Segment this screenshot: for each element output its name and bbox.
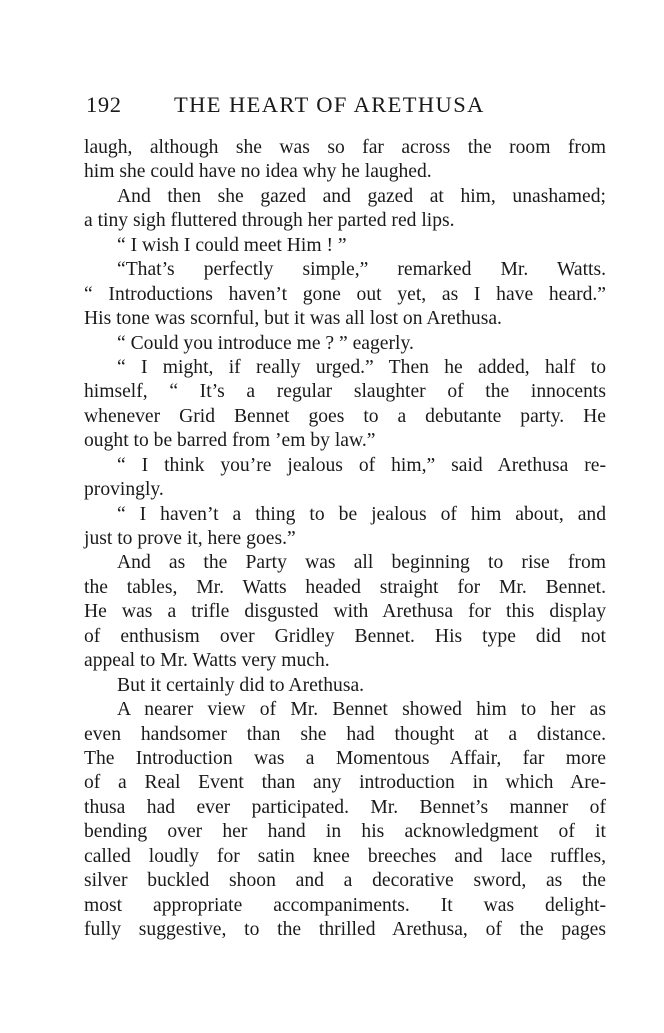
text-line: The Introduction was a Momentous Affair, far more	[84, 747, 606, 769]
text-line: of a Real Event than any introduction in which Are-	[84, 772, 606, 794]
text-line: And then she gazed and gazed at him, unashamed;	[117, 185, 606, 207]
text-line: just to prove it, here goes.”	[84, 528, 296, 549]
page-header	[86, 92, 606, 122]
text-line: appeal to Mr. Watts very much.	[84, 650, 330, 672]
text-line: “ I wish I could meet Him ! ”	[117, 234, 347, 256]
text-line: him she could have no idea why he laughed.	[84, 161, 432, 183]
text-line: the tables, Mr. Watts headed straight for Mr. Bennet.	[84, 576, 606, 598]
text-line: fully suggestive, to the thrilled Arethusa, of the pages	[84, 919, 606, 940]
text-line: A nearer view of Mr. Bennet showed him to her as	[117, 699, 606, 721]
text-line: whenever Grid Bennet goes to a debutante party. He	[84, 405, 606, 427]
text-line: “ Introductions haven’t gone out yet, as I have heard.”	[84, 283, 606, 305]
page-number: 192	[86, 92, 122, 117]
running-title: THE HEART OF ARETHUSA	[174, 92, 485, 117]
text-line: “ I might, if really urged.” Then he added, half to	[117, 356, 606, 378]
text-line: ought to be barred from ’em by law.”	[84, 430, 376, 452]
text-line: “ I think you’re jealous of him,” said Arethusa re-	[117, 454, 606, 476]
text-line: And as the Party was all beginning to rise from	[117, 552, 606, 574]
text-line: But it certainly did to Arethusa.	[117, 674, 365, 696]
text-line: a tiny sigh fluttered through her parted red lips.	[84, 210, 455, 232]
text-line: His tone was scornful, but it was all lost on Arethusa.	[84, 308, 502, 330]
text-line: “ I haven’t a thing to be jealous of him about, and	[117, 503, 606, 525]
text-line: thusa had ever participated. Mr. Bennet’s manner of	[84, 796, 606, 818]
text-line: himself, “ It’s a regular slaughter of the innocents	[84, 381, 606, 403]
text-line: even handsomer than she had thought at a distance.	[84, 723, 606, 745]
text-line: silver buckled shoon and a decorative sword, as the	[84, 870, 606, 892]
text-line: of enthusism over Gridley Bennet. His type did not	[84, 625, 606, 647]
text-line: bending over her hand in his acknowledgment of it	[84, 821, 606, 843]
text-line: most appropriate accompaniments. It was delight-	[84, 894, 606, 916]
text-line: “That’s perfectly simple,” remarked Mr. Watts.	[117, 259, 606, 281]
text-line: “ Could you introduce me ? ” eagerly.	[117, 332, 414, 354]
text-line: called loudly for satin knee breeches and lace ruffles,	[84, 845, 606, 867]
text-line: He was a trifle disgusted with Arethusa for this display	[84, 601, 606, 623]
text-line: provingly.	[84, 479, 164, 501]
body-text	[84, 136, 606, 942]
text-line: laugh, although she was so far across the room from	[84, 137, 606, 158]
